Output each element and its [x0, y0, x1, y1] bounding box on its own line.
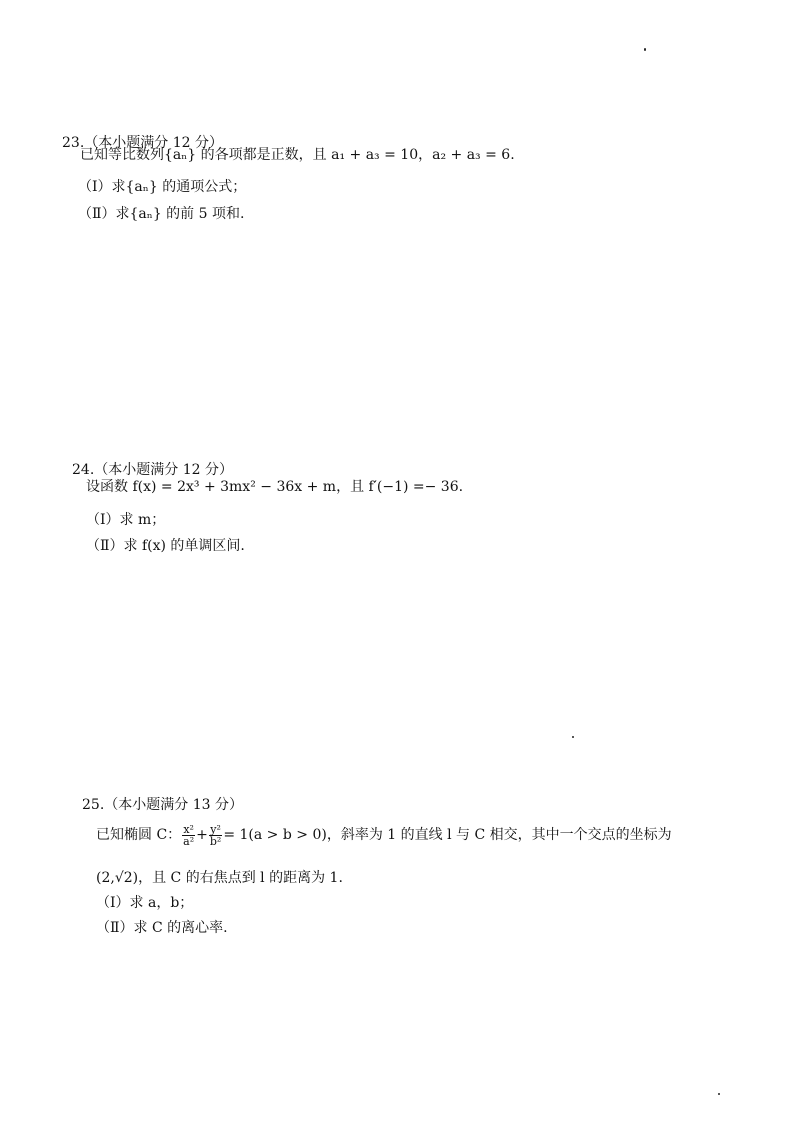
problem-25-stem-line2: (2,√2)，且 C 的右焦点到 l 的距离为 1. — [96, 870, 343, 886]
problem-23-part-1: （Ⅰ）求{aₙ} 的通项公式； — [78, 179, 247, 195]
scan-speck — [644, 48, 646, 51]
scan-speck — [572, 736, 574, 738]
problem-25-header: 25.（本小题满分 13 分） — [82, 797, 243, 813]
problem-25-stem-suffix: = 1(a > b > 0)，斜率为 1 的直线 l 与 C 相交，其中一个交点的坐标为 — [223, 827, 672, 843]
problem-23-header: 23.（本小题满分 12 分） — [62, 135, 223, 151]
problem-23-part-2: （Ⅱ）求{aₙ} 的前 5 项和. — [78, 206, 245, 222]
problem-25-part-1: （Ⅰ）求 a，b； — [96, 895, 194, 911]
problem-25-stem-prefix: 已知椭圆 C： — [96, 827, 182, 843]
problem-24-part-2: （Ⅱ）求 f(x) 的单调区间. — [86, 538, 245, 554]
fraction-numerator: x² — [183, 822, 194, 836]
problem-24-header: 24.（本小题满分 12 分） — [72, 462, 233, 478]
scan-speck — [718, 1093, 720, 1095]
problem-25-stem — [96, 822, 672, 848]
fraction-x-over-a — [182, 824, 195, 847]
problem-24-part-1: （Ⅰ）求 m； — [86, 512, 166, 528]
fraction-denominator: a² — [183, 834, 195, 848]
fraction-denominator: b² — [209, 834, 222, 848]
fraction-numerator: y² — [210, 822, 221, 836]
problem-24-stem: 设函数 f(x) = 2x³ + 3mx² − 36x + m，且 f′(−1) =− 36. — [86, 479, 464, 495]
problem-23-stem: 已知等比数列{aₙ} 的各项都是正数，且 a₁ + a₃ = 10，a₂ + a₃ = 6. — [80, 147, 515, 163]
plus-sign: + — [196, 827, 208, 843]
problem-25-part-2: （Ⅱ）求 C 的离心率. — [96, 920, 228, 936]
fraction-y-over-b — [209, 824, 222, 847]
